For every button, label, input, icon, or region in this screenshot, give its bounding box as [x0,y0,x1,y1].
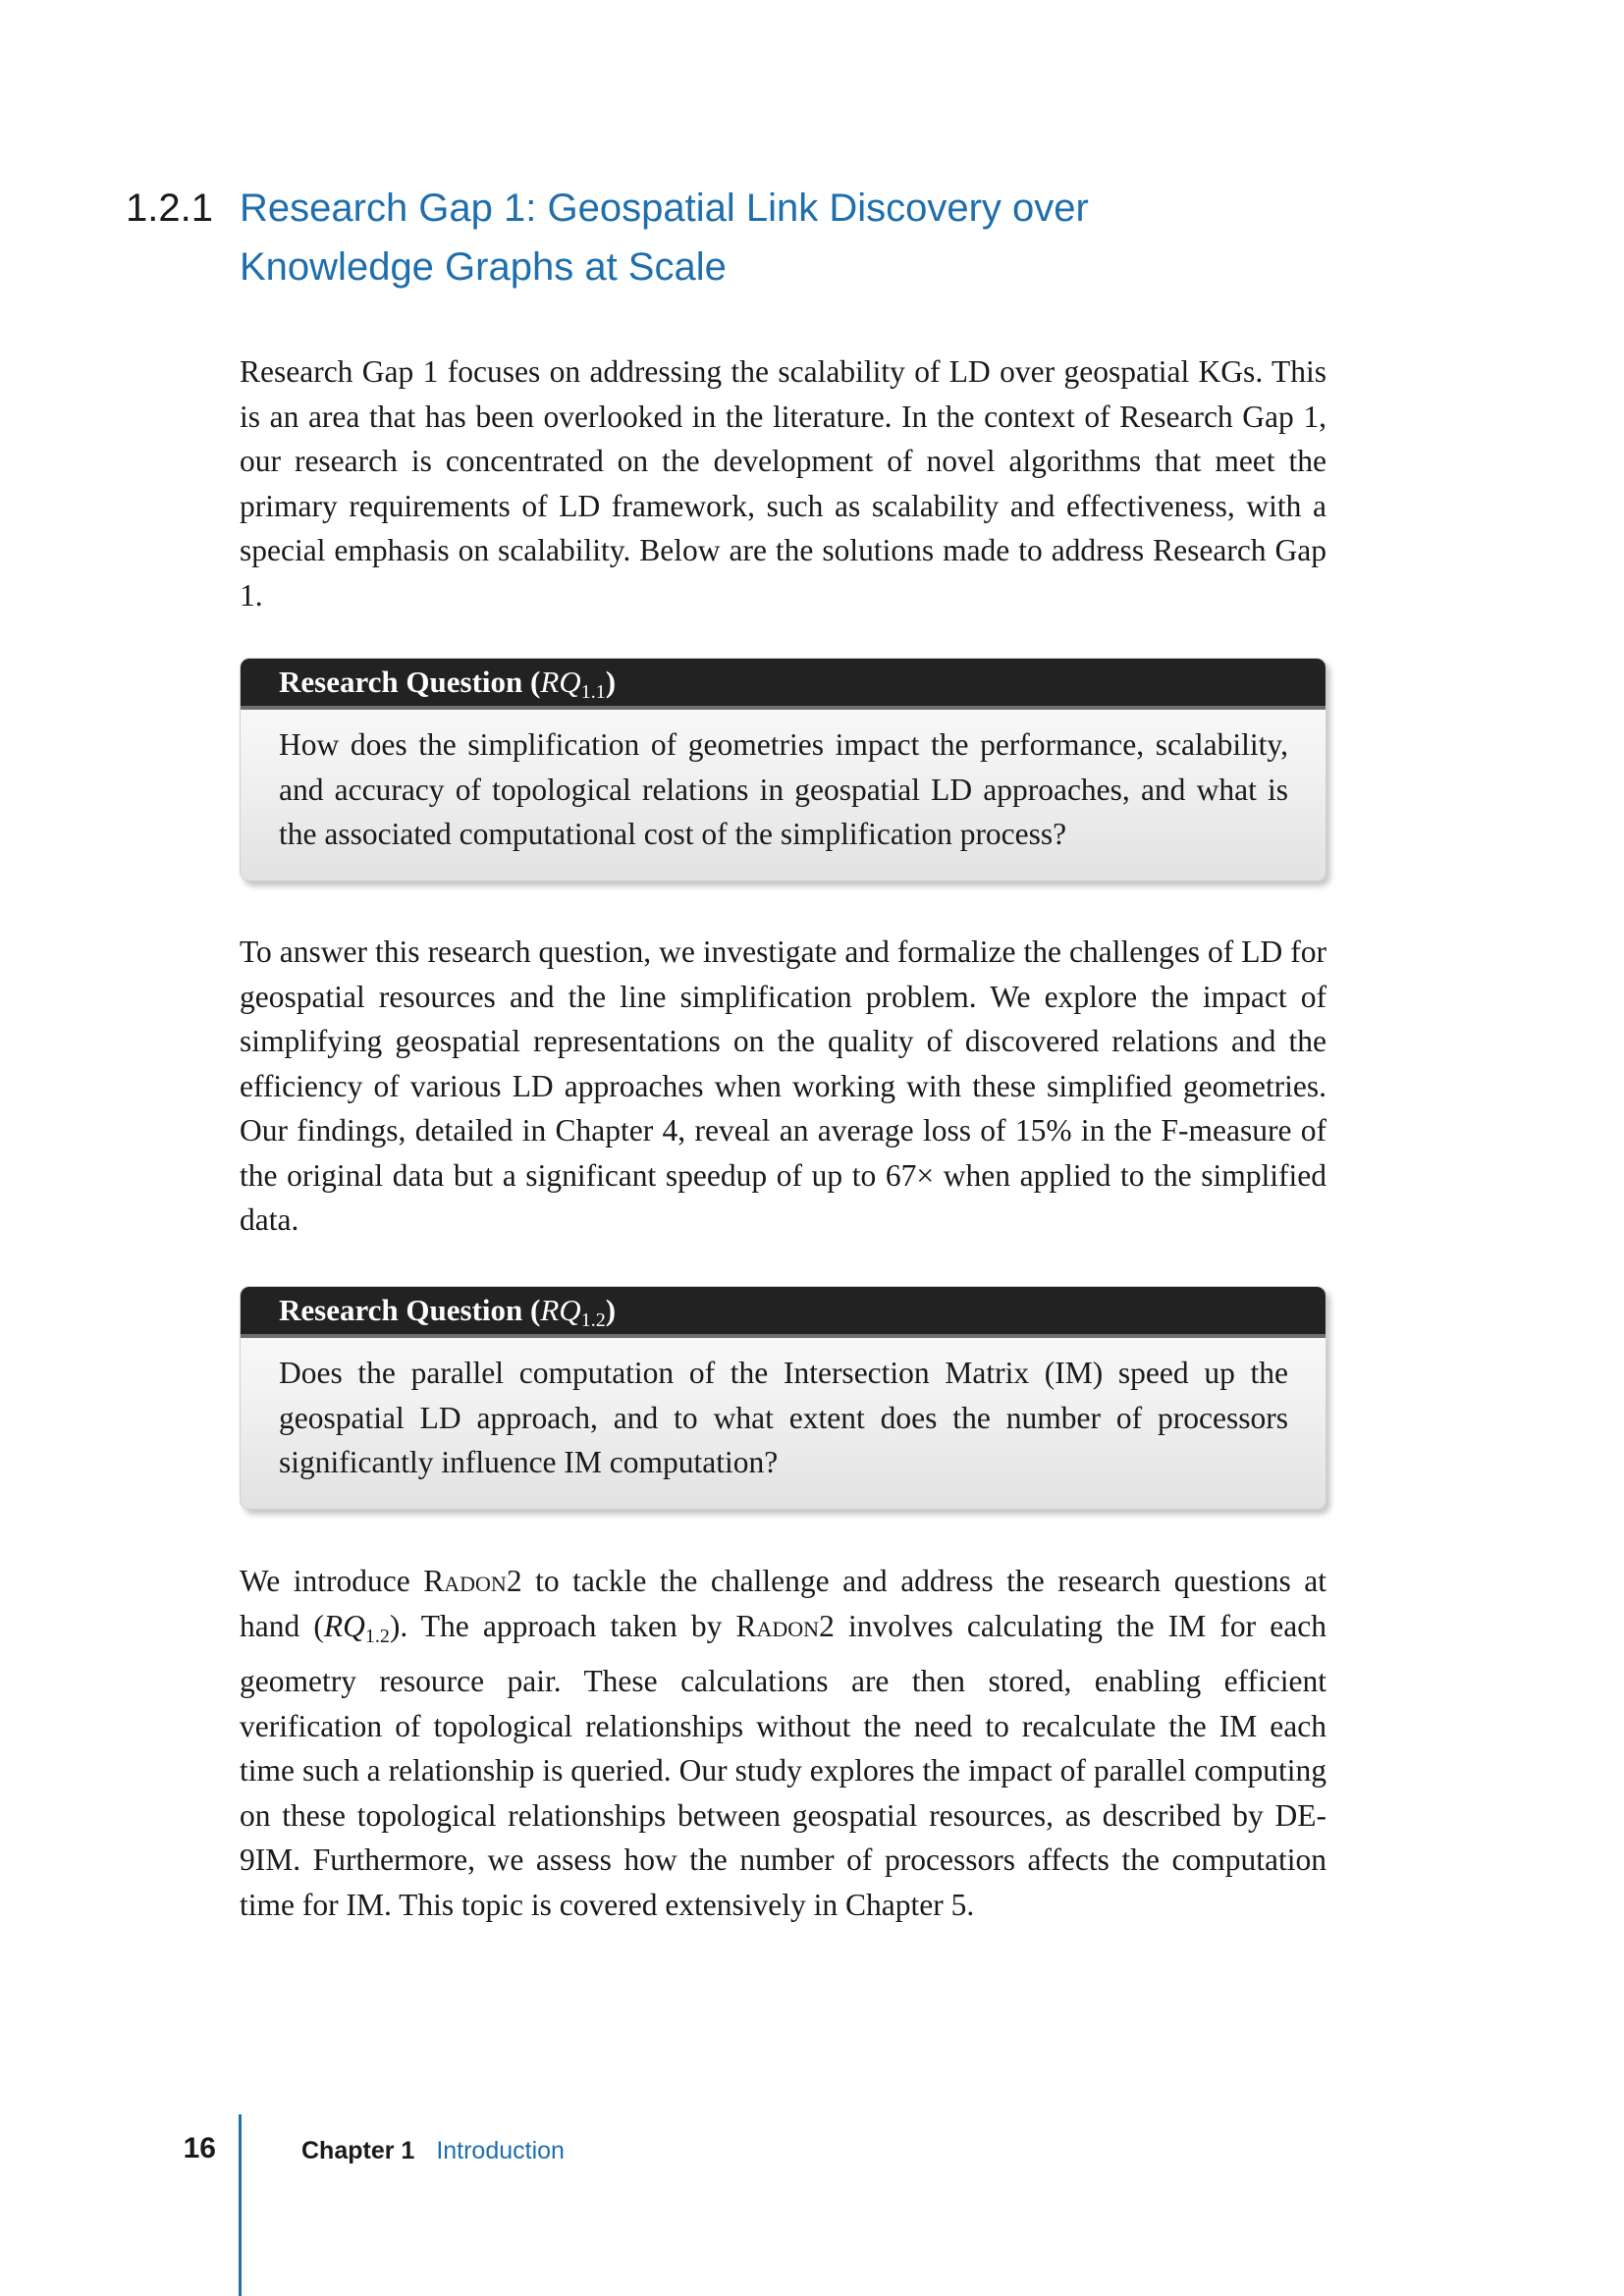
findings-text-3: when applied to the simplified data. [240,1157,1326,1237]
paragraph-research-gap: Research Gap 1 focuses on addressing the scalability of LD over geospatial KGs. This is an area that has been overlooked in the literature. In the context of Research Gap 1, our research is concentrated on the development of novel algorithms that meet the primary requirements of LD framework, such as scalability and effectiveness, with a special emphasis on scalability. Below are the solutions made to address Research Gap 1. [240,354,1326,613]
research-question-box-1-2 [240,1286,1326,1510]
radon-name: Radon [423,1564,507,1598]
research-question-header [241,659,1326,710]
footer-chapter [301,2135,565,2166]
rq-subscript: 1.1 [580,681,606,703]
paragraph-radon2 [240,1559,1326,1927]
findings-text-2: in the F-measure of the original data but a significant speedup of up to [240,1113,1326,1193]
page-number: 16 [183,2132,216,2164]
radon-text-2: to tackle the challenge and address the research questions at hand ( [240,1564,1326,1643]
footer-divider [239,2114,242,2296]
section-title: Research Gap 1: Geospatial Link Discovery over Knowledge Graphs at Scale [240,187,1089,289]
chapter-name: Introduction [436,2137,565,2164]
research-question-text: Does the parallel computation of the Intersection Matrix (IM) speed up the geospatial LD approach, and to what extent does the number of processors significantly influence IM computation? [279,1356,1288,1479]
rq-subscript-inline: 1.2 [364,1625,390,1647]
research-question-box-1-1 [240,658,1326,881]
research-question-header [241,1287,1326,1338]
radon-name-2: Radon [735,1608,820,1643]
section-heading [126,179,1333,296]
radon-text-1: We introduce [240,1564,424,1598]
rq-close: ) [605,665,617,699]
research-question-text: How does the simplification of geometries impact the performance, scalability, and accuracy of topological relations in geospatial LD approaches, and what is the associated computational cost of the simplification process? [279,727,1288,851]
rq-symbol-inline: RQ [323,1608,365,1643]
paragraph-findings [240,930,1326,1243]
rq-label: Research Question ( [279,1293,541,1327]
rq-subscript: 1.2 [580,1309,606,1331]
rq-symbol: RQ [540,1293,581,1327]
rq-close: ) [605,1293,617,1327]
rq-label: Research Question ( [279,665,541,699]
chapter-label: Chapter 1 [301,2137,415,2164]
findings-text-1: To answer this research question, we investigate and formalize the challenges of LD for geospatial resources and the line simplification problem. We explore the impact of simplifying geospatial representations on the quality of discovered relations and the efficiency of various LD approaches when working with these simplified geometries. Our findings, detailed in Chapter 4, reveal an average loss of [240,934,1326,1148]
rq-symbol: RQ [540,665,581,699]
section-number: 1.2.1 [126,187,213,230]
radon-text-3: ). The approach taken by [389,1608,736,1643]
speedup-value: 67× [885,1157,935,1193]
radon-version-2: 2 [819,1608,835,1643]
loss-value: 15% [1014,1113,1072,1148]
radon-version: 2 [506,1564,522,1598]
radon-text-4: involves calculating the IM for each geometry resource pair. These calculations are then stored, enabling efficient verification of topological relationships without the need to recalculate the IM each time such a relationship is queried. Our study explores the impact of parallel computing on these topological relationships between geospatial resources, as described by DE-9IM. Furthermore, we assess how the number of processors affects the computation time for IM. This topic is covered extensively in Chapter 5. [240,1608,1326,1922]
